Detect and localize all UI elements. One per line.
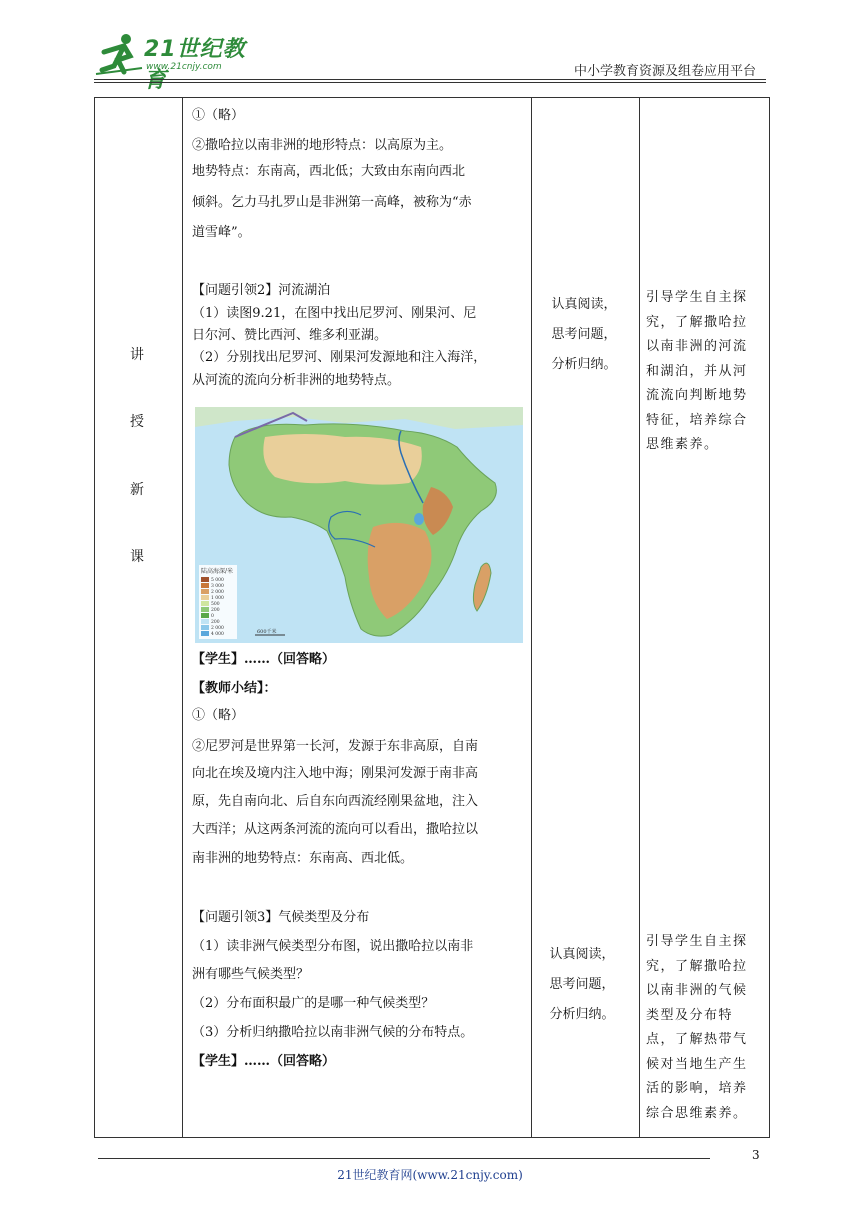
activity-line: 思考问题， [549, 977, 615, 992]
content-line: 日尔河、赞比西河、维多利亚湖。 [192, 328, 388, 343]
svg-text:2 000: 2 000 [211, 626, 224, 631]
svg-text:4 000: 4 000 [211, 632, 224, 637]
page-number: 3 [752, 1148, 760, 1162]
content-line: ②撒哈拉以南非洲的地形特点：以高原为主。 [192, 138, 453, 153]
svg-text:200: 200 [211, 608, 220, 613]
svg-text:600千米: 600千米 [257, 629, 277, 635]
svg-text:2 000: 2 000 [211, 590, 224, 595]
stage-char-3: 新 [130, 482, 144, 498]
footer-divider [98, 1158, 710, 1159]
svg-text:陆高海深/米: 陆高海深/米 [201, 568, 234, 575]
content-line: 大西洋；从这两条河流的流向可以看出，撒哈拉以 [192, 822, 479, 837]
intent-line: 思维素养。 [646, 437, 719, 452]
section-heading: 【问题引领2】河流湖泊 [192, 283, 331, 298]
stage-cell [95, 98, 183, 1138]
student-activity-1 [540, 290, 628, 380]
intent-line: 究，了解撒哈拉 [646, 314, 748, 330]
runner-logo-icon [94, 30, 144, 76]
activity-line: 认真阅读， [551, 297, 617, 312]
logo-url: www.21cnjy.com [146, 62, 222, 72]
content-line: （2）分别找出尼罗河、刚果河发源地和注入海洋， [192, 350, 487, 365]
student-label: 【学生】……（回答略） [192, 1054, 336, 1069]
content-line: ②尼罗河是世界第一长河，发源于东非高原，自南 [192, 739, 479, 754]
intent-line: 活的影响，培养 [646, 1081, 748, 1096]
svg-text:1 000: 1 000 [211, 596, 224, 601]
content-line: （1）读非洲气候类型分布图，说出撒哈拉以南非 [192, 939, 474, 954]
intent-line: 候对当地生产生 [646, 1056, 748, 1072]
content-line: 地势特点：东南高，西北低；大致由东南向西北 [192, 164, 466, 179]
intent-line: 究，了解撒哈拉 [646, 958, 748, 974]
teacher-summary-label: 【教师小结】： [192, 681, 277, 696]
intent-line: 引导学生自主探 [646, 290, 748, 305]
svg-text:200: 200 [211, 620, 220, 625]
intent-line: 类型及分布特 [646, 1007, 734, 1023]
content-line: 南非洲的地势特点：东南高、西北低。 [192, 851, 414, 866]
activity-line: 分析归纳。 [551, 357, 617, 372]
design-intent-1 [646, 286, 762, 458]
intent-line: 综合思维素养。 [646, 1105, 748, 1121]
header-divider [94, 79, 766, 80]
svg-text:0: 0 [211, 614, 214, 619]
svg-text:5 000: 5 000 [211, 578, 224, 583]
site-logo [94, 30, 264, 93]
header-divider-thin [94, 82, 766, 83]
stage-char-2: 授 [130, 414, 144, 430]
activity-line: 思考问题， [551, 327, 617, 342]
page-header [0, 0, 860, 93]
logo-wordmark: 21世纪教育 [144, 37, 246, 93]
platform-title: 中小学教育资源及组卷应用平台 [573, 64, 756, 79]
content-line: 道雪峰”。 [192, 225, 251, 240]
stage-char-4: 课 [130, 549, 144, 565]
section-heading: 【问题引领3】气候类型及分布 [192, 910, 370, 925]
content-line: （3）分析归纳撒哈拉以南非洲气候的分布特点。 [192, 1025, 474, 1040]
intent-line: 流流向判断地势 [646, 388, 748, 403]
content-line: 向北在埃及境内注入地中海；刚果河发源于南非高 [192, 766, 479, 781]
intent-line: 点，了解热带气 [646, 1032, 748, 1047]
content-line: ①（略） [192, 708, 245, 723]
intent-line: 以南非洲的气候 [646, 983, 748, 998]
intent-line: 引导学生自主探 [646, 934, 748, 949]
stage-char-1: 讲 [130, 347, 144, 363]
content-line: 原，先自南向北、后自东向西流经刚果盆地，注入 [192, 794, 479, 809]
africa-physical-map [195, 407, 523, 643]
svg-text:3 000: 3 000 [211, 584, 224, 589]
svg-text:500: 500 [211, 602, 220, 607]
intent-line: 以南非洲的河流 [646, 339, 748, 354]
content-line: （1）读图9.21，在图中找出尼罗河、刚果河、尼 [192, 306, 477, 321]
activity-line: 分析归纳。 [549, 1007, 615, 1022]
student-label: 【学生】……（回答略） [192, 652, 336, 667]
content-line: 洲有哪些气候类型？ [192, 967, 310, 982]
intent-line: 特征，培养综合 [646, 412, 748, 428]
intent-line: 和湖泊，并从河 [646, 363, 748, 379]
design-intent-2 [646, 930, 762, 1126]
student-activity-2 [536, 940, 628, 1030]
footer-site[interactable]: 21世纪教育网(www.21cnjy.com) [337, 1168, 523, 1182]
content-line: ①（略） [192, 108, 245, 123]
content-line: （2）分布面积最广的是哪一种气候类型？ [192, 996, 435, 1011]
content-line: 倾斜。乞力马扎罗山是非洲第一高峰，被称为“赤 [192, 195, 472, 210]
content-line: 从河流的流向分析非洲的地势特点。 [192, 373, 401, 388]
activity-line: 认真阅读， [549, 947, 615, 962]
